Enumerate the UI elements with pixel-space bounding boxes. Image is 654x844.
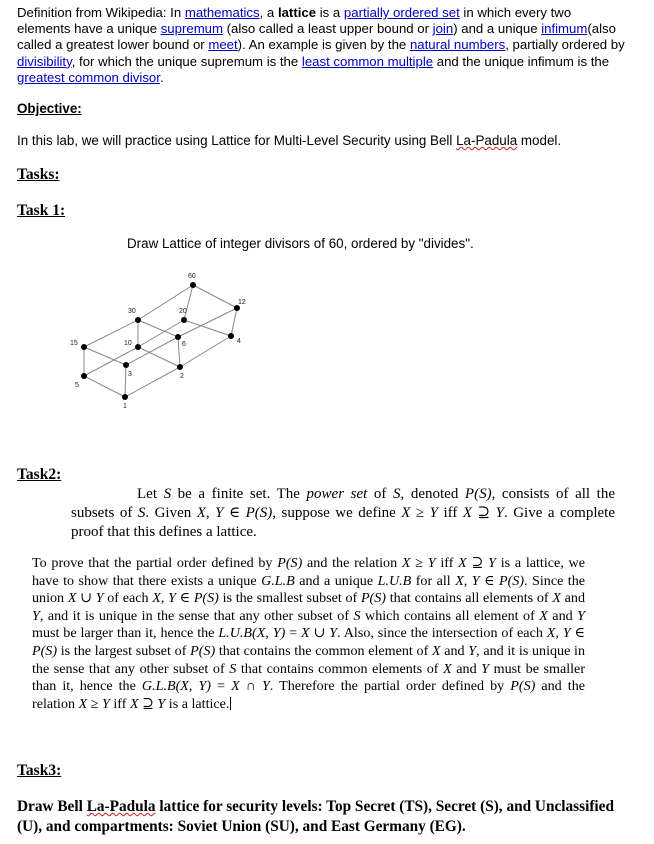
label-5: 5: [75, 382, 79, 389]
proof-text: which contains all element of: [360, 607, 540, 624]
proof-text: . Since the union: [32, 572, 586, 607]
proof-text: is a lattice, we have to show that there exists a unique: [32, 555, 585, 589]
proof-text: ⊇: [466, 555, 489, 571]
link-greatest-common-divisor[interactable]: greatest common divisor: [17, 69, 160, 85]
label-60: 60: [188, 273, 196, 280]
link-join[interactable]: join: [432, 21, 454, 37]
tasks-heading: Tasks:: [17, 166, 60, 183]
edge-3-1: [125, 365, 126, 397]
proof-text: is the smallest subset of: [218, 590, 361, 607]
proof-text: ∪: [76, 590, 96, 607]
edge-30-6: [138, 320, 178, 337]
math-var: P(S): [360, 590, 386, 607]
link-least-common-multiple[interactable]: least common multiple: [301, 53, 434, 69]
problem-text: . Given: [145, 505, 197, 521]
node-6: [175, 334, 181, 340]
math-var: P(S): [190, 642, 216, 659]
proof-text: ≥: [87, 695, 102, 712]
proof-text: . Therefore the partial order defined by: [269, 678, 511, 695]
definition-text: (also called a greatest lower bound or: [17, 21, 616, 53]
math-var: X: [552, 590, 561, 607]
lattice-nodes: [81, 282, 240, 400]
proof-text: ∈: [175, 590, 194, 607]
math-var: X: [539, 607, 548, 624]
math-var: X, Y: [196, 505, 224, 521]
proof-text: iff: [109, 695, 130, 712]
math-var: P(S): [245, 505, 273, 521]
task3-text: lattice for security levels: Top Secret (TS), Secret (S), and Unclassified (U), and compartments: Soviet Union (SU), and East Germany (EG).: [17, 798, 614, 835]
misspelled-word: La-Padula: [456, 133, 518, 148]
definition-text: (also called a least upper bound or: [223, 21, 433, 37]
math-var: Y: [427, 555, 436, 571]
lattice-edges: [84, 285, 237, 397]
edge-5-1: [84, 376, 125, 397]
math-var: Y: [488, 555, 496, 571]
math-var: P(S): [32, 642, 58, 659]
problem-text: , consists of all the subsets of: [71, 486, 616, 521]
definition-text: ). An example is given by the: [237, 37, 410, 53]
proof-text: is the largest subset of: [57, 642, 191, 659]
math-var: L.U.B(X, Y): [218, 625, 286, 642]
problem-text: , suppose we define: [272, 505, 402, 521]
math-var: L.U.B: [377, 572, 412, 589]
math-var: S: [229, 660, 237, 677]
edge-20-10: [138, 320, 184, 347]
math-var: X: [401, 505, 411, 521]
problem-text: iff: [438, 505, 463, 521]
proof-text: ∈: [479, 572, 499, 589]
label-4: 4: [237, 338, 241, 345]
math-var: X, Y: [546, 625, 571, 642]
proof-text: for all: [411, 572, 456, 589]
edge-2-1: [125, 367, 180, 397]
label-12: 12: [238, 299, 246, 306]
math-var: Y: [32, 607, 40, 624]
task3-text: Draw Bell: [17, 798, 87, 815]
edge-6-2: [178, 337, 180, 367]
node-2: [177, 364, 183, 370]
definition-text: , for which the unique supremum is the: [71, 53, 302, 69]
proof-text: and: [451, 660, 482, 677]
misspelled-word: La-Padula: [86, 798, 156, 815]
math-var: Y: [95, 590, 104, 607]
label-20: 20: [179, 308, 187, 315]
proof-text: and: [547, 607, 578, 624]
definition-text: .: [159, 69, 164, 85]
task2-heading: Task2:: [17, 466, 62, 483]
node-30: [135, 317, 141, 323]
objective-text-part: In this lab, we will practice using Lattice for Multi-Level Security using Bell: [17, 133, 457, 148]
math-var: X: [401, 555, 411, 571]
proof-text: ⊇: [138, 695, 158, 712]
task2-proof: [32, 555, 585, 713]
task3-instruction: [17, 797, 637, 837]
definition-text: ) and a unique: [453, 21, 542, 37]
objective-text-part: model.: [517, 133, 562, 148]
math-var: P(S): [464, 486, 492, 502]
node-15: [81, 344, 87, 350]
problem-text: of: [367, 486, 393, 502]
proof-text: , and it is unique in the sense that any other subset of: [32, 642, 586, 677]
proof-text: must be smaller than it, hence the: [32, 660, 586, 695]
math-var: X, Y: [152, 590, 176, 607]
math-var: X: [301, 625, 310, 642]
math-term: power set: [306, 486, 368, 502]
math-var: S: [137, 505, 146, 521]
problem-text: , denoted: [400, 486, 465, 502]
math-var: X: [431, 642, 441, 659]
problem-text: ≥: [410, 505, 430, 521]
node-4: [228, 333, 234, 339]
edge-10-2: [138, 347, 180, 367]
math-var: Y: [429, 505, 438, 521]
proof-text: ≥: [410, 555, 428, 571]
link-meet[interactable]: meet: [208, 37, 238, 53]
definition-text: , partially ordered by: [505, 37, 625, 53]
math-var: X: [462, 505, 473, 521]
proof-text: and a unique: [294, 572, 378, 589]
math-var: X: [443, 660, 452, 677]
math-var: G.L.B: [261, 572, 295, 589]
edge-4-2: [180, 336, 231, 367]
math-var: X, Y: [455, 572, 480, 589]
problem-text: ⊇: [472, 505, 496, 521]
definition-text: and the unique infimum is the: [433, 53, 610, 69]
edge-6-3: [126, 337, 178, 365]
proof-text: and: [440, 642, 469, 659]
definition-text: Definition from Wikipedia: In: [17, 5, 185, 20]
lattice-term: lattice: [277, 5, 317, 20]
label-1: 1: [123, 403, 127, 410]
math-var: Y: [468, 642, 477, 659]
label-6: 6: [182, 341, 186, 348]
proof-text: iff: [435, 555, 459, 571]
text-cursor: [230, 697, 231, 710]
definition-text: in which every two elements have a unique: [17, 5, 572, 37]
math-var: P(S): [510, 678, 536, 695]
proof-text: . Also, since the intersection of each: [337, 625, 547, 642]
math-var: P(S): [498, 572, 525, 589]
proof-text: and: [560, 590, 586, 607]
link-mathematics[interactable]: mathematics: [184, 5, 260, 20]
proof-text: that contains the common element of: [215, 642, 432, 659]
edge-60-12: [193, 285, 237, 308]
task2-problem: [71, 485, 615, 542]
label-15: 15: [70, 340, 78, 347]
node-60: [190, 282, 196, 288]
math-var: S: [353, 607, 361, 624]
math-var: X: [231, 678, 240, 695]
math-var: X: [458, 555, 467, 571]
math-var: Y: [481, 660, 490, 677]
proof-text: and the relation: [32, 678, 585, 712]
math-var: X: [67, 590, 77, 607]
math-var: P(S): [277, 555, 303, 571]
math-var: Y: [577, 607, 585, 624]
edge-12-6: [178, 308, 237, 337]
definition-paragraph: [17, 5, 627, 86]
proof-text: of each: [103, 590, 153, 607]
proof-text: that contains all elements of: [386, 590, 553, 607]
link-divisibility[interactable]: divisibility: [17, 53, 72, 69]
math-var: S: [163, 486, 172, 502]
proof-text: that contains common elements of: [236, 660, 444, 677]
link-natural-numbers[interactable]: natural numbers: [409, 37, 506, 53]
math-var: Y: [329, 625, 338, 642]
math-var: Y: [157, 695, 166, 712]
node-20: [181, 317, 187, 323]
math-var: X: [78, 695, 88, 712]
task1-instruction: Draw Lattice of integer divisors of 60, ordered by "divides".: [127, 236, 474, 251]
math-var: Y: [261, 678, 270, 695]
label-10: 10: [124, 340, 132, 347]
task3-heading: Task3:: [17, 762, 62, 779]
link-partially-ordered-set[interactable]: partially ordered set: [343, 5, 460, 20]
objective-text: [17, 133, 561, 148]
proof-text: and the relation: [302, 555, 402, 571]
problem-text: Let: [137, 486, 164, 502]
math-var: X: [129, 695, 139, 712]
node-1: [122, 394, 128, 400]
link-supremum[interactable]: supremum: [160, 21, 223, 37]
definition-text: , a: [259, 5, 278, 20]
proof-text: is a lattice.: [165, 695, 230, 712]
label-2: 2: [180, 373, 184, 380]
proof-text: must be larger than it, hence the: [32, 625, 219, 642]
node-3: [123, 362, 129, 368]
problem-text: be a finite set. The: [171, 486, 307, 502]
proof-text: To prove that the partial order defined by: [32, 555, 278, 571]
task1-heading: Task 1:: [17, 202, 66, 219]
math-var: S: [393, 486, 401, 502]
proof-text: ∪: [309, 625, 330, 642]
math-var: Y: [101, 695, 110, 712]
node-10: [135, 344, 141, 350]
math-var: G.L.B(X, Y): [141, 678, 211, 695]
proof-text: =: [285, 625, 302, 642]
label-30: 30: [128, 308, 136, 315]
math-var: P(S): [193, 590, 219, 607]
edge-15-3: [84, 347, 126, 365]
link-infimum[interactable]: infimum: [541, 21, 588, 37]
proof-text: , and it is unique in the sense that any other subset of: [39, 607, 354, 624]
proof-text: ∈: [570, 625, 585, 642]
node-5: [81, 373, 87, 379]
problem-text: . Give a complete proof that this defines a lattice.: [71, 505, 615, 540]
problem-text: ∈: [223, 505, 246, 521]
edge-12-4: [231, 308, 237, 336]
divisor-lattice-diagram: [60, 266, 260, 416]
definition-text: is a: [316, 5, 344, 20]
objective-heading: Objective:: [17, 101, 82, 116]
label-3: 3: [128, 371, 132, 378]
proof-text: ∩: [239, 678, 262, 695]
math-var: Y: [495, 505, 504, 521]
proof-text: =: [211, 678, 232, 695]
